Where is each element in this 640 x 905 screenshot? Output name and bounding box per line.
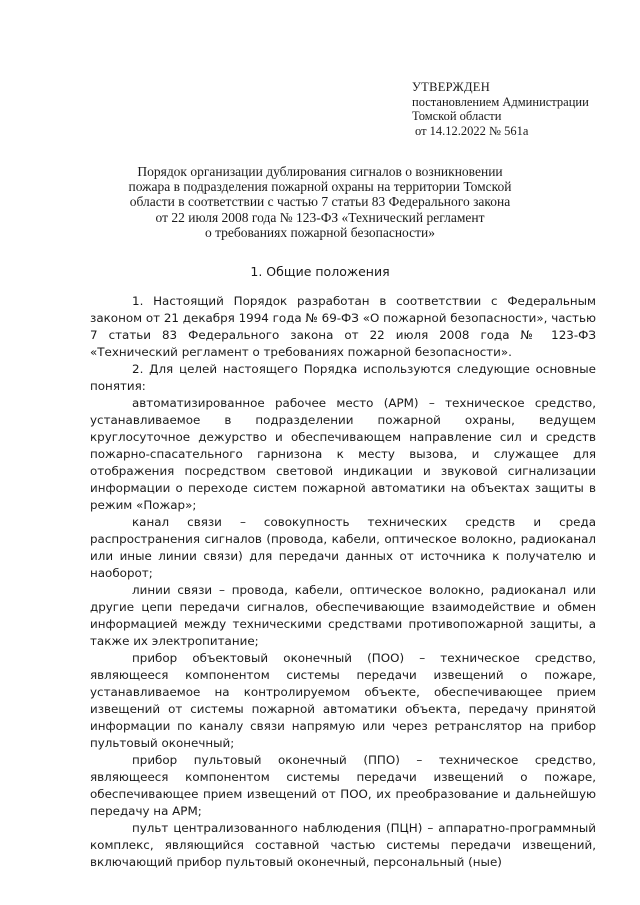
section-heading: 1. Общие положения [250,264,390,279]
approval-authority: постановлением Администрации [412,94,589,109]
approval-stamp [412,80,632,138]
paragraph-1: 1. Настоящий Порядок разработан в соответствии с Федеральным законом от 21 декабря 1994 года № 69-ФЗ «О пожарной безопасности», частью 7 статьи 83 Федерального закона от 22 июля 2008 года № 123-ФЗ «Технический регламент о требованиях пожарной безопасности». [90,294,596,359]
definition-pcn: пульт централизованного наблюдения (ПЦН) – аппаратно-программный комплекс, являющийся составной частью системы передачи извещений, включающий прибор пультовый оконечный, персональный (ные) [90,821,596,869]
title-line: пожара в подразделения пожарной охраны на территории Томской [128,179,512,195]
definition-poo: прибор объектовый оконечный (ПОО) – техническое средство, являющееся компонентом системы передачи извещений о пожаре, устанавливаемое на контролируемом объекте, обеспечивающее прием извещений от системы пожарной автоматики объекта, передачу принятой информации по каналу связи напрямую или через ретранслятор на прибор пультовый оконечный; [90,651,596,750]
title-line: Порядок организации дублирования сигналов о возникновении [137,164,503,179]
title-line: от 22 июля 2008 года № 123-ФЗ «Технический регламент [155,209,485,225]
definition-arm: автоматизированное рабочее место (АРМ) – техническое средство, устанавливаемое в подразделении пожарной охраны, ведущем круглосуточное дежурство и обеспечивающем направление сил и средств пожарно-спасательного гарнизона к месту вызова, и служащее для отображения посредством световой индикации и звуковой сигнализации информации о переходе систем пожарной автоматики на объектах защиты в режим «Пожар»; [90,396,596,512]
definition-channel: канал связи – совокупность технических средств и среда распространения сигналов (провода, кабели, оптическое волокно, радиоканал или иные линии связи) для передачи данных от источника к получателю и наоборот; [90,515,596,580]
approval-region: Томской области [412,109,502,123]
document-title [120,164,520,240]
title-line: о требованиях пожарной безопасности» [204,224,436,240]
document-body [90,293,596,871]
title-line: области в соответствии с частью 7 статьи 83 Федерального закона [129,194,511,210]
paragraph-2: 2. Для целей настоящего Порядка используются следующие основные понятия: [90,362,596,393]
approval-heading: УТВЕРЖДЕН [412,80,491,94]
approval-date-number: от 14.12.2022 № 561а [415,123,529,138]
definition-lines: линии связи – провода, кабели, оптическое волокно, радиоканал или другие цепи передачи сигналов, обеспечивающие взаимодействие и обмен информацией между техническими средствами противопожарной защиты, а также их электропитание; [90,583,596,648]
definition-ppo: прибор пультовый оконечный (ППО) – техническое средство, являющееся компонентом системы передачи извещений о пожаре, обеспечивающее прием извещений от ПОО, их преобразование и дальнейшую передачу на АРМ; [90,753,596,818]
